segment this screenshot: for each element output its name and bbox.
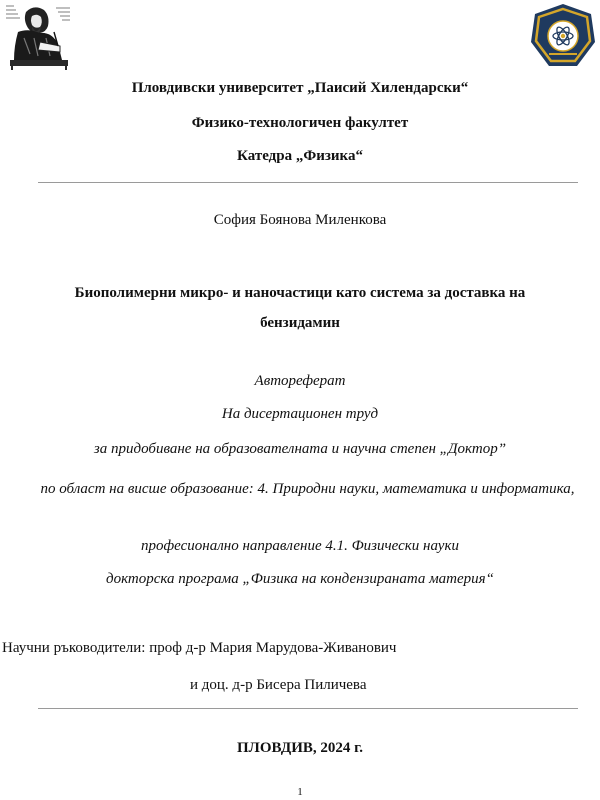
field-line: по област на висше образование: 4. Природни науки, математика и информатика,: [40, 481, 575, 497]
supervisors-line-1: Научни ръководители: проф д-р Мария Марудова-Живанович: [2, 640, 397, 656]
title-line-2: бензидамин: [260, 315, 340, 331]
professional-direction-line: професионално направление 4.1. Физически науки: [141, 538, 459, 554]
department-name: Катедра „Физика“: [237, 148, 363, 164]
dissertation-label: На дисертационен труд: [221, 406, 379, 422]
abstract-label: Автореферат: [254, 373, 346, 389]
title-line-1: Биополимерни микро- и наночастици като система за доставка на: [74, 285, 526, 301]
page-number: 1: [297, 786, 303, 798]
bottom-divider: [38, 708, 578, 709]
author-name: София Боянова Миленкова: [213, 212, 387, 228]
supervisors-line-2: и доц. д-р Бисера Пиличева: [190, 677, 367, 693]
dissertation-title: [20, 281, 580, 335]
doctoral-program-line: докторска програма „Физика на кондензираната материя“: [105, 571, 494, 587]
scribe-writing-logo-icon: [4, 2, 72, 70]
faculty-name: Физико-технологичен факултет: [191, 115, 409, 131]
degree-line: за придобиване на образователната и научна степен „Доктор”: [93, 441, 507, 457]
faculty-crest-logo-icon: [529, 2, 597, 70]
university-name: Пловдивски университет „Паисий Хилендарски“: [131, 80, 469, 96]
top-divider: [38, 182, 578, 183]
city-year: ПЛОВДИВ, 2024 г.: [236, 740, 364, 756]
